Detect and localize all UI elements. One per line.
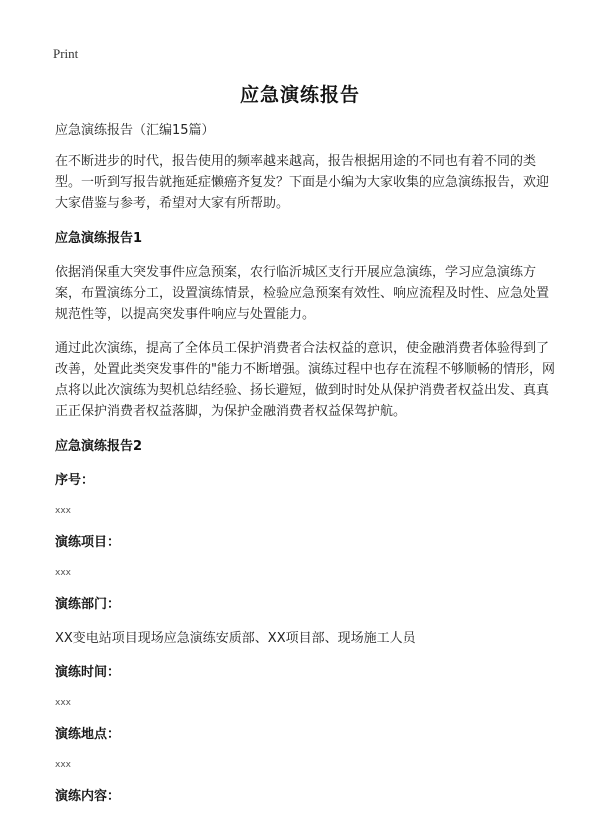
field-value: xxx (55, 506, 71, 516)
section-paragraph: 依据消保重大突发事件应急预案，农行临沂城区支行开展应急演练，学习应急演练方案，布置演练分工，设置演练情景，检验应急预案有效性、响应流程及时性、应急处置规范性等，以提高突发事件响应与处置能力。 (55, 265, 550, 322)
intro-paragraph: 在不断进步的时代，报告使用的频率越来越高，报告根据用途的不同也有着不同的类型。一听到写报告就拖延症懒癌齐复发？下面是小编为大家收集的应急演练报告，欢迎大家借鉴与参考，希望对大家有所帮助。 (55, 154, 550, 211)
field-value: xxx (55, 698, 71, 708)
field-label: 演练部门： (55, 597, 121, 612)
field-label: 演练项目： (55, 535, 121, 550)
document-subtitle: 应急演练报告（汇编15篇） (55, 123, 215, 138)
document-body (55, 120, 555, 807)
field-value: xxx (55, 568, 71, 578)
field-value: xxx (55, 760, 71, 770)
field-label: 序号： (55, 473, 95, 488)
field-label: 演练内容： (55, 789, 121, 804)
section-heading: 应急演练报告2 (55, 439, 143, 454)
section-heading: 应急演练报告1 (55, 231, 143, 246)
section-paragraph: 通过此次演练，提高了全体员工保护消费者合法权益的意识，使金融消费者体验得到了改善，处置此类突发事件的"能力不断增强。演练过程中也存在流程不够顺畅的情形，网点将以此次演练为契机总结经验、扬长避短，做到时时处从保护消费者权益出发、真真正正保护消费者权益落脚，为保护金融消费者权益保驾护航。 (55, 341, 555, 419)
field-label: 演练地点： (55, 727, 121, 742)
page-title: 应急演练报告 (239, 84, 360, 106)
field-label: 演练时间： (55, 665, 121, 680)
field-value: XX变电站项目现场应急演练安质部、XX项目部、现场施工人员 (55, 631, 416, 646)
print-link[interactable]: Print (53, 46, 79, 61)
